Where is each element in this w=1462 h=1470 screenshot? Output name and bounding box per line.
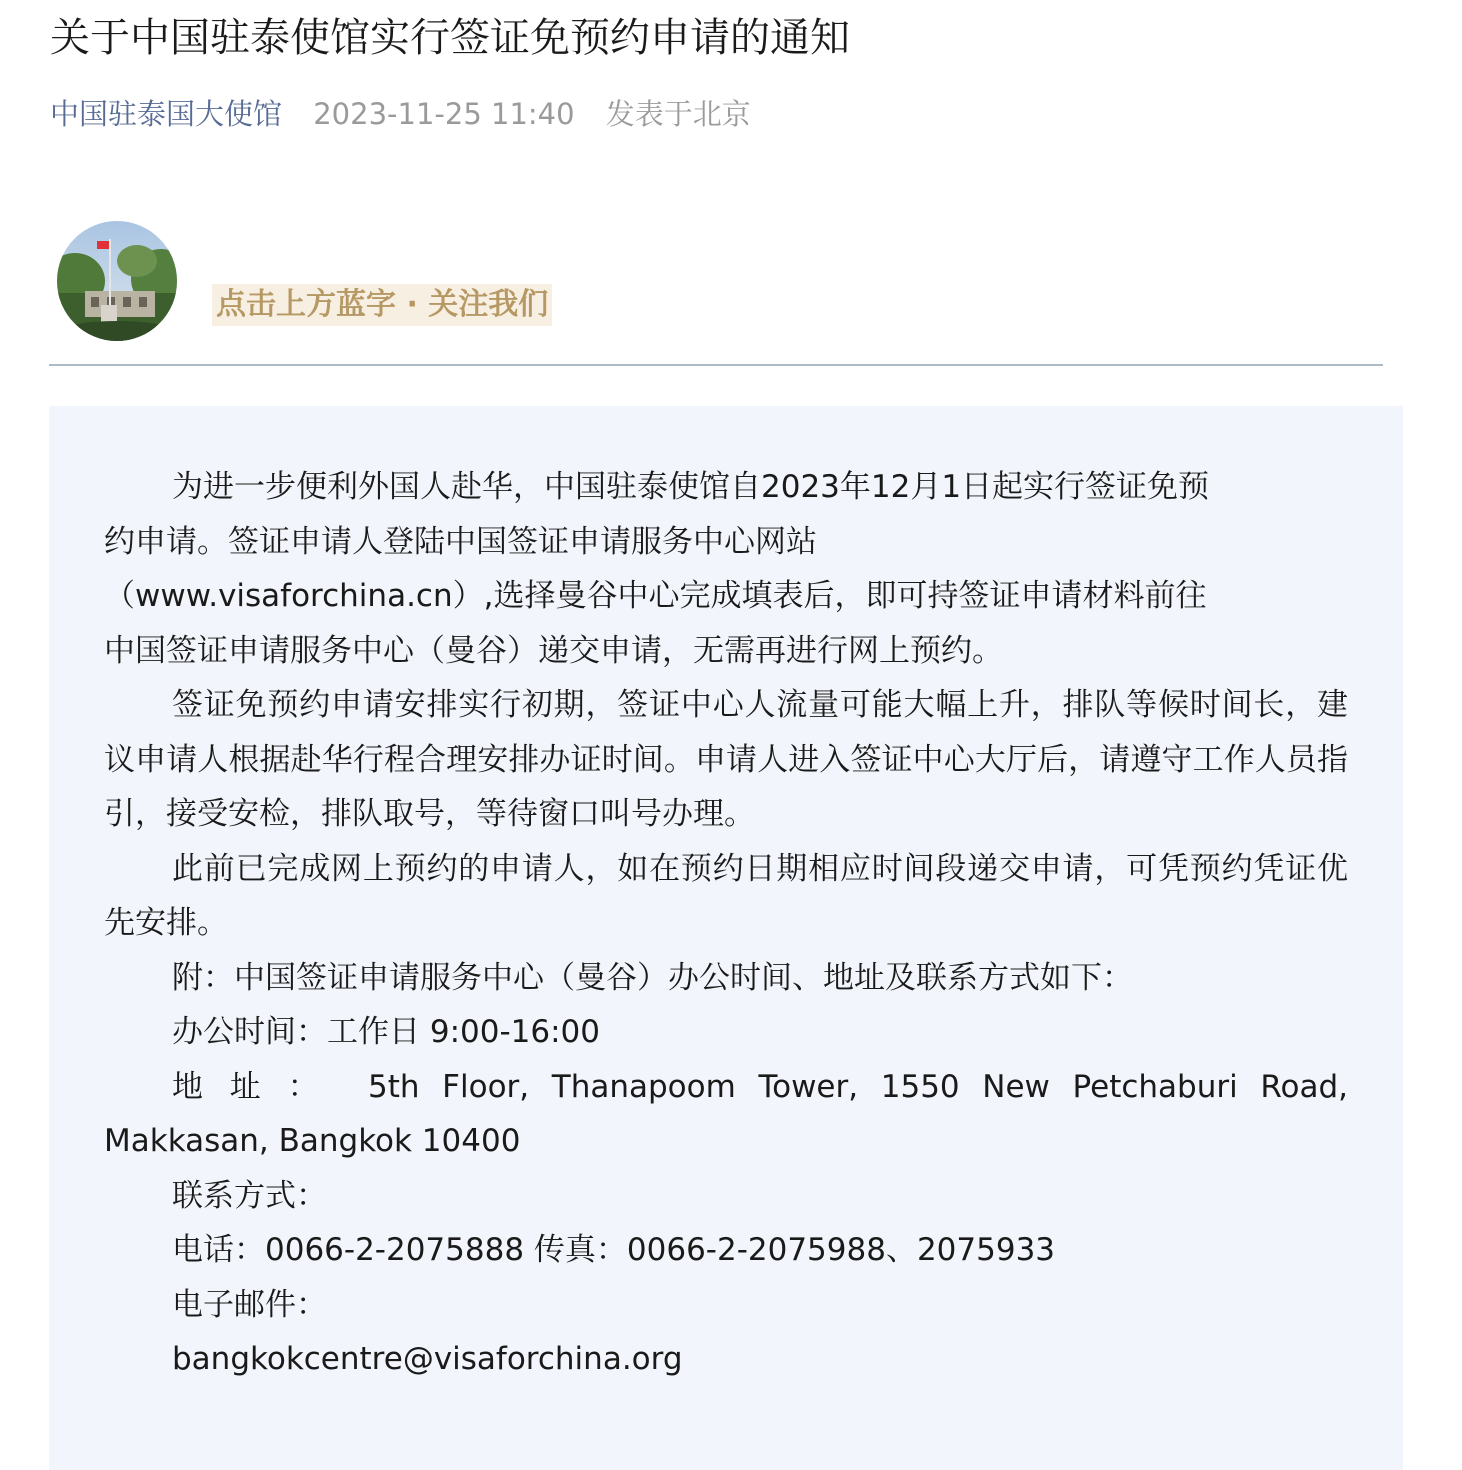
notice-paragraph-2: 签证免预约申请安排实行初期，签证中心人流量可能大幅上升，排队等候时间长，建议申请人根据赴华行程合理安排办证时间。申请人进入签证中心大厅后，请遵守工作人员指引，接受安检，排队取号，等待窗口叫号办理。 <box>104 687 1348 832</box>
notice-paragraph-1-line-4: 中国签证申请服务中心（曼谷）递交申请，无需再进行网上预约。 <box>104 632 1003 669</box>
email-address: bangkokcentre@visaforchina.org <box>172 1341 683 1377</box>
embassy-photo-image <box>57 221 177 341</box>
email-label: 电子邮件： <box>172 1286 327 1323</box>
notice-appendix: 附：中国签证申请服务中心（曼谷）办公时间、地址及联系方式如下： <box>172 959 1133 996</box>
notice-box <box>49 406 1403 1470</box>
address-label: 地址： <box>172 1068 346 1105</box>
notice-body <box>104 460 1348 1387</box>
contact-label: 联系方式： <box>172 1177 327 1214</box>
follow-us-prompt[interactable]: 点击上方蓝字 · 关注我们 <box>212 284 552 326</box>
notice-paragraph-1 <box>104 460 1348 678</box>
office-address <box>104 1060 1348 1169</box>
notice-paragraph-3: 此前已完成网上预约的申请人，如在预约日期相应时间段递交申请，可凭预约凭证优先安排。 <box>104 850 1348 941</box>
publish-location: 发表于北京 <box>605 97 751 131</box>
notice-paragraph-1-line-2: 约申请。签证申请人登陆中国签证申请服务中心网站 <box>104 523 817 560</box>
section-divider <box>49 364 1383 366</box>
address-value: 5th Floor, Thanapoom Tower, 1550 New Petchaburi Road, Makkasan, Bangkok 10400 <box>104 1068 1348 1159</box>
account-avatar[interactable] <box>57 221 177 341</box>
account-name-link[interactable]: 中国驻泰国大使馆 <box>50 97 283 131</box>
article-meta <box>50 94 751 134</box>
notice-paragraph-1-line-3: （www.visaforchina.cn）,选择曼谷中心完成填表后，即可持签证申请材料前往 <box>104 578 1207 614</box>
article-title: 关于中国驻泰使馆实行签证免预约申请的通知 <box>50 15 850 61</box>
publish-datetime: 2023-11-25 11:40 <box>313 97 575 131</box>
phone-fax: 电话：0066-2-2075888 传真：0066-2-2075988、2075933 <box>172 1232 1056 1268</box>
notice-paragraph-1-line-1: 为进一步便利外国人赴华，中国驻泰使馆自2023年12月1日起实行签证免预 <box>172 469 1210 505</box>
office-hours: 办公时间：工作日 9:00-16:00 <box>172 1014 600 1050</box>
